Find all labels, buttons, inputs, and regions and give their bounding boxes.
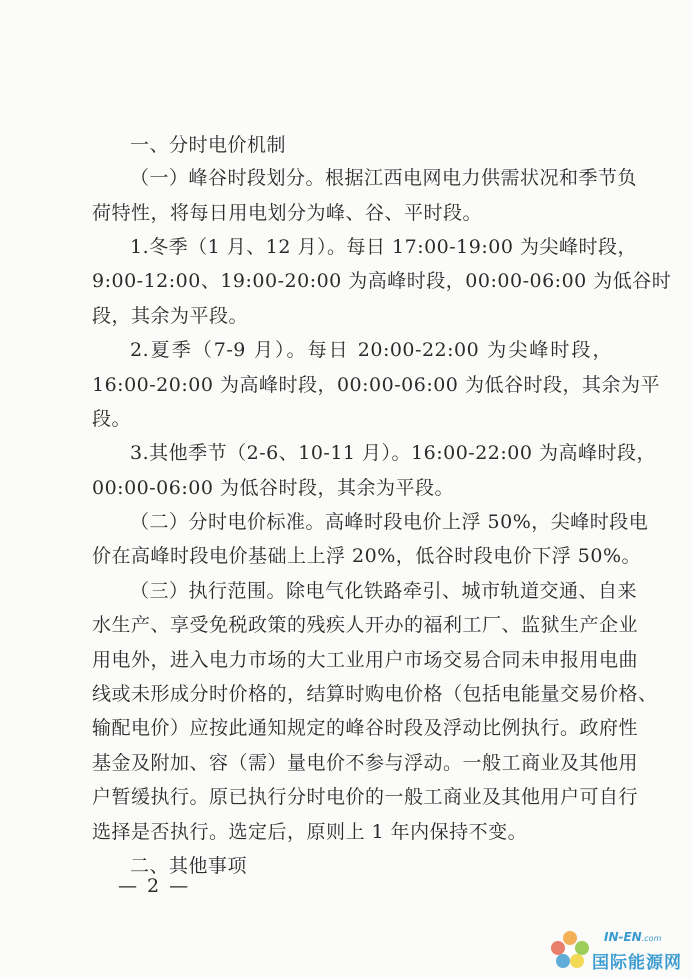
paragraph-line: 9:00-12:00、19:00-20:00 为高峰时段，00:00-06:00 为低谷时	[92, 270, 672, 292]
paragraph-line: （三）执行范围。除电气化铁路牵引、城市轨道交通、自来	[130, 580, 638, 602]
section-heading-1: 一、分时电价机制	[130, 134, 287, 156]
paragraph-line: 用电外，进入电力市场的大工业用户市场交易合同未申报用电曲	[92, 649, 639, 671]
paragraph-line: 线或未形成分时价格的，结算时购电价格（包括电能量交易价格、	[92, 683, 658, 705]
page-number: — 2 —	[118, 875, 191, 897]
paragraph-line: （二）分时电价标准。高峰时段电价上浮 50%，尖峰时段电	[130, 511, 649, 533]
paragraph-line: 00:00-06:00 为低谷时段，其余为平段。	[92, 477, 454, 499]
paragraph-line: 2.夏季（7-9 月）。每日 20:00-22:00 为尖峰时段，	[130, 339, 612, 361]
watermark-cn: 国际能源网	[592, 953, 682, 973]
paragraph-line: 3.其他季节（2-6、10-11 月）。16:00-22:00 为高峰时段，	[130, 442, 657, 464]
paragraph-line: 段，其余为平段。	[92, 305, 249, 327]
paragraph-line: 荷特性，将每日用电划分为峰、谷、平时段。	[92, 202, 483, 224]
paragraph-line: 16:00-20:00 为高峰时段，00:00-06:00 为低谷时段，其余为平	[92, 374, 660, 396]
paragraph-line: 选择是否执行。选定后，原则上 1 年内保持不变。	[92, 821, 528, 843]
paragraph-line: 价在高峰时段电价基础上上浮 20%，低谷时段电价下浮 50%。	[92, 545, 642, 567]
flower-icon	[548, 928, 592, 974]
paragraph-line: 水生产、享受免税政策的残疾人开办的福利工厂、监狱生产企业	[92, 614, 639, 636]
paragraph-line: （一）峰谷时段划分。根据江西电网电力供需状况和季节负	[130, 167, 638, 189]
watermark-en: IN-EN.com	[604, 930, 662, 944]
section-heading-2: 二、其他事项	[130, 855, 248, 877]
watermark-logo	[548, 926, 688, 976]
paragraph-line: 输配电价）应按此通知规定的峰谷时段及浮动比例执行。政府性	[92, 717, 639, 739]
paragraph-line: 段。	[92, 408, 132, 430]
paragraph-line: 1.冬季（1 月、12 月）。每日 17:00-19:00 为尖峰时段，	[130, 236, 637, 258]
paragraph-line: 户暂缓执行。原已执行分时电价的一般工商业及其他用户可自行	[92, 786, 639, 808]
paragraph-line: 基金及附加、容（需）量电价不参与浮动。一般工商业及其他用	[92, 752, 639, 774]
